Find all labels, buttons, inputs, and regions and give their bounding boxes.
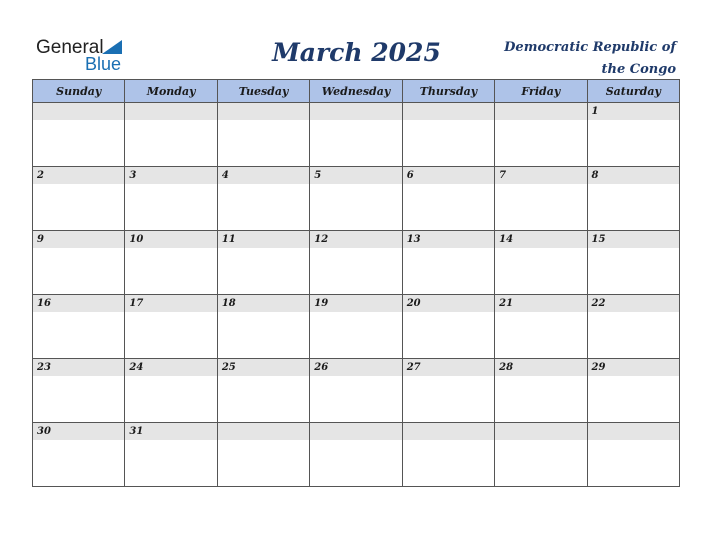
- day-cell: [310, 295, 402, 359]
- day-number: 1: [588, 103, 679, 120]
- day-cell: [402, 295, 494, 359]
- day-cell: [33, 359, 125, 423]
- week-row: [33, 295, 680, 359]
- day-number: 8: [588, 167, 679, 184]
- week-row: [33, 103, 680, 167]
- day-number: 23: [33, 359, 124, 376]
- day-number: 26: [310, 359, 401, 376]
- day-cell: [125, 423, 217, 487]
- week-row: [33, 423, 680, 487]
- day-cell: [402, 103, 494, 167]
- country-name: [476, 37, 676, 81]
- weekday-thursday: Thursday: [402, 80, 494, 103]
- day-cell: [402, 423, 494, 487]
- day-number: 9: [33, 231, 124, 248]
- day-number: [588, 423, 679, 440]
- day-number: 19: [310, 295, 401, 312]
- day-cell: [217, 103, 309, 167]
- day-number: 10: [125, 231, 216, 248]
- day-number: 28: [495, 359, 586, 376]
- day-cell: [402, 359, 494, 423]
- week-row: [33, 167, 680, 231]
- generalblue-logo: [36, 38, 136, 74]
- day-number: 14: [495, 231, 586, 248]
- day-number: 4: [218, 167, 309, 184]
- weekday-header-row: [33, 80, 680, 103]
- day-number: 21: [495, 295, 586, 312]
- day-cell: [125, 359, 217, 423]
- day-number: [495, 423, 586, 440]
- day-number: 15: [588, 231, 679, 248]
- day-cell: [587, 423, 679, 487]
- day-cell: [125, 103, 217, 167]
- day-cell: [310, 423, 402, 487]
- week-row: [33, 231, 680, 295]
- day-cell: [217, 423, 309, 487]
- day-cell: [125, 167, 217, 231]
- logo-word-blue: Blue: [85, 54, 122, 74]
- day-cell: [33, 295, 125, 359]
- day-cell: [402, 167, 494, 231]
- country-line-2: the Congo: [601, 62, 676, 77]
- day-number: 31: [125, 423, 216, 440]
- day-cell: [33, 423, 125, 487]
- day-number: [218, 103, 309, 120]
- day-number: [495, 103, 586, 120]
- day-number: 29: [588, 359, 679, 376]
- day-cell: [587, 167, 679, 231]
- day-cell: [33, 103, 125, 167]
- day-cell: [217, 359, 309, 423]
- day-cell: [310, 231, 402, 295]
- day-number: 30: [33, 423, 124, 440]
- day-cell: [217, 167, 309, 231]
- day-number: 16: [33, 295, 124, 312]
- day-cell: [495, 231, 587, 295]
- day-cell: [125, 231, 217, 295]
- logo-word-general: General: [36, 37, 104, 58]
- day-cell: [402, 231, 494, 295]
- day-number: 6: [403, 167, 494, 184]
- day-number: 13: [403, 231, 494, 248]
- day-cell: [217, 231, 309, 295]
- calendar-title: March 2025: [272, 38, 441, 67]
- day-number: [125, 103, 216, 120]
- day-number: 27: [403, 359, 494, 376]
- day-number: [403, 103, 494, 120]
- day-cell: [495, 103, 587, 167]
- day-number: 22: [588, 295, 679, 312]
- day-cell: [587, 231, 679, 295]
- day-cell: [495, 359, 587, 423]
- day-cell: [310, 103, 402, 167]
- week-row: [33, 359, 680, 423]
- day-number: [218, 423, 309, 440]
- weekday-sunday: Sunday: [33, 80, 125, 103]
- day-cell: [33, 167, 125, 231]
- weekday-friday: Friday: [495, 80, 587, 103]
- day-number: 20: [403, 295, 494, 312]
- weekday-wednesday: Wednesday: [310, 80, 402, 103]
- day-number: [33, 103, 124, 120]
- day-cell: [310, 359, 402, 423]
- calendar-body: [33, 103, 680, 487]
- day-cell: [495, 423, 587, 487]
- day-number: 11: [218, 231, 309, 248]
- day-number: 17: [125, 295, 216, 312]
- day-cell: [495, 167, 587, 231]
- day-cell: [217, 295, 309, 359]
- day-number: 3: [125, 167, 216, 184]
- day-number: 7: [495, 167, 586, 184]
- day-cell: [125, 295, 217, 359]
- day-number: 2: [33, 167, 124, 184]
- day-number: 18: [218, 295, 309, 312]
- logo-triangle-icon: [102, 40, 122, 54]
- day-number: [310, 423, 401, 440]
- day-cell: [587, 295, 679, 359]
- weekday-saturday: Saturday: [587, 80, 679, 103]
- day-cell: [33, 231, 125, 295]
- day-cell: [310, 167, 402, 231]
- day-cell: [495, 295, 587, 359]
- day-number: 25: [218, 359, 309, 376]
- day-cell: [587, 359, 679, 423]
- country-line-1: Democratic Republic of: [504, 40, 676, 55]
- day-cell: [587, 103, 679, 167]
- day-number: 24: [125, 359, 216, 376]
- calendar-grid: [32, 79, 680, 487]
- weekday-monday: Monday: [125, 80, 217, 103]
- day-number: [403, 423, 494, 440]
- day-number: [310, 103, 401, 120]
- day-number: 12: [310, 231, 401, 248]
- day-number: 5: [310, 167, 401, 184]
- weekday-tuesday: Tuesday: [217, 80, 309, 103]
